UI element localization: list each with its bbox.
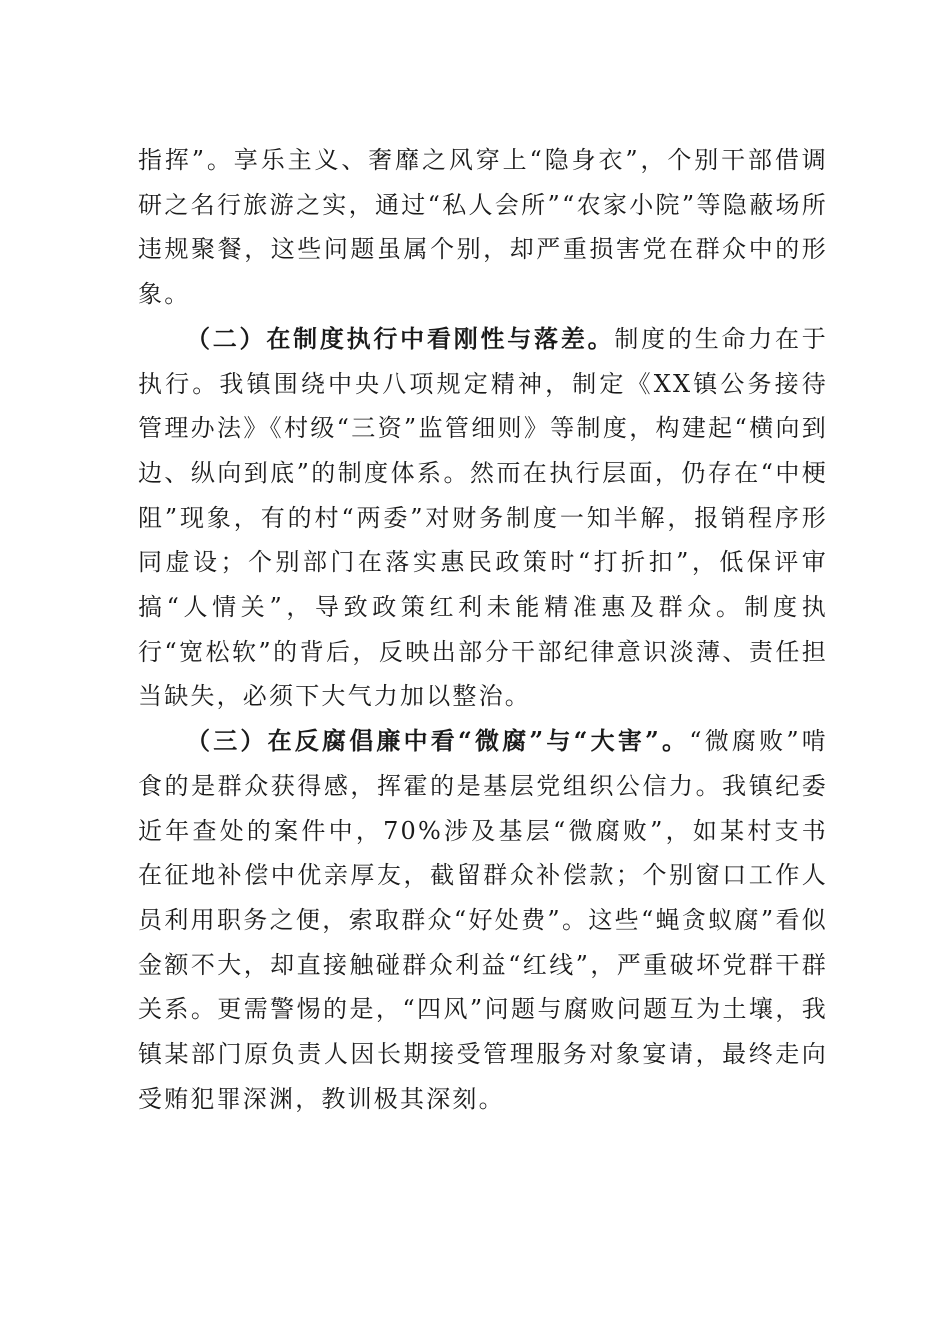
paragraph-section-2 — [138, 317, 828, 719]
paragraph-text: 指挥”。享乐主义、奢靡之风穿上“隐身衣”，个别干部借调研之名行旅游之实，通过“私人会所”“农家小院”等隐蔽场所违规聚餐，这些问题虽属个别，却严重损害党在群众中的形象。 — [138, 146, 828, 309]
document-body — [138, 138, 828, 1121]
section-heading-2: （二）在制度执行中看刚性与落差。 — [186, 323, 615, 353]
paragraph-text: “微腐败”啃食的是群众获得感，挥霍的是基层党组织公信力。我镇纪委近年查处的案件中，70%涉及基层“微腐败”，如某村支书在征地补偿中优亲厚友，截留群众补偿款；个别窗口工作人员利用职务之便，索取群众“好处费”。这些“蝇贪蚁腐”看似金额不大，却直接触碰群众利益“红线”，严重破坏党群干群关系。更需警惕的是，“四风”问题与腐败问题互为土壤，我镇某部门原负责人因长期接受管理服务对象宴请，最终走向受贿犯罪深渊，教训极其深刻。 — [138, 727, 828, 1113]
paragraph-text: 制度的生命力在于执行。我镇围绕中央八项规定精神，制定《XX镇公务接待管理办法》《村级“三资”监管细则》等制度，构建起“横向到边、纵向到底”的制度体系。然而在执行层面，仍存在“中梗阻”现象，有的村“两委”对财务制度一知半解，报销程序形同虚设；个别部门在落实惠民政策时“打折扣”，低保评审搞“人情关”，导致政策红利未能精准惠及群众。制度执行“宽松软”的背后，反映出部分干部纪律意识淡薄、责任担当缺失，必须下大气力加以整治。 — [138, 324, 828, 711]
paragraph-continuation — [138, 138, 828, 317]
section-heading-3: （三）在反腐倡廉中看“微腐”与“大害”。 — [186, 726, 690, 756]
paragraph-section-3 — [138, 719, 828, 1121]
